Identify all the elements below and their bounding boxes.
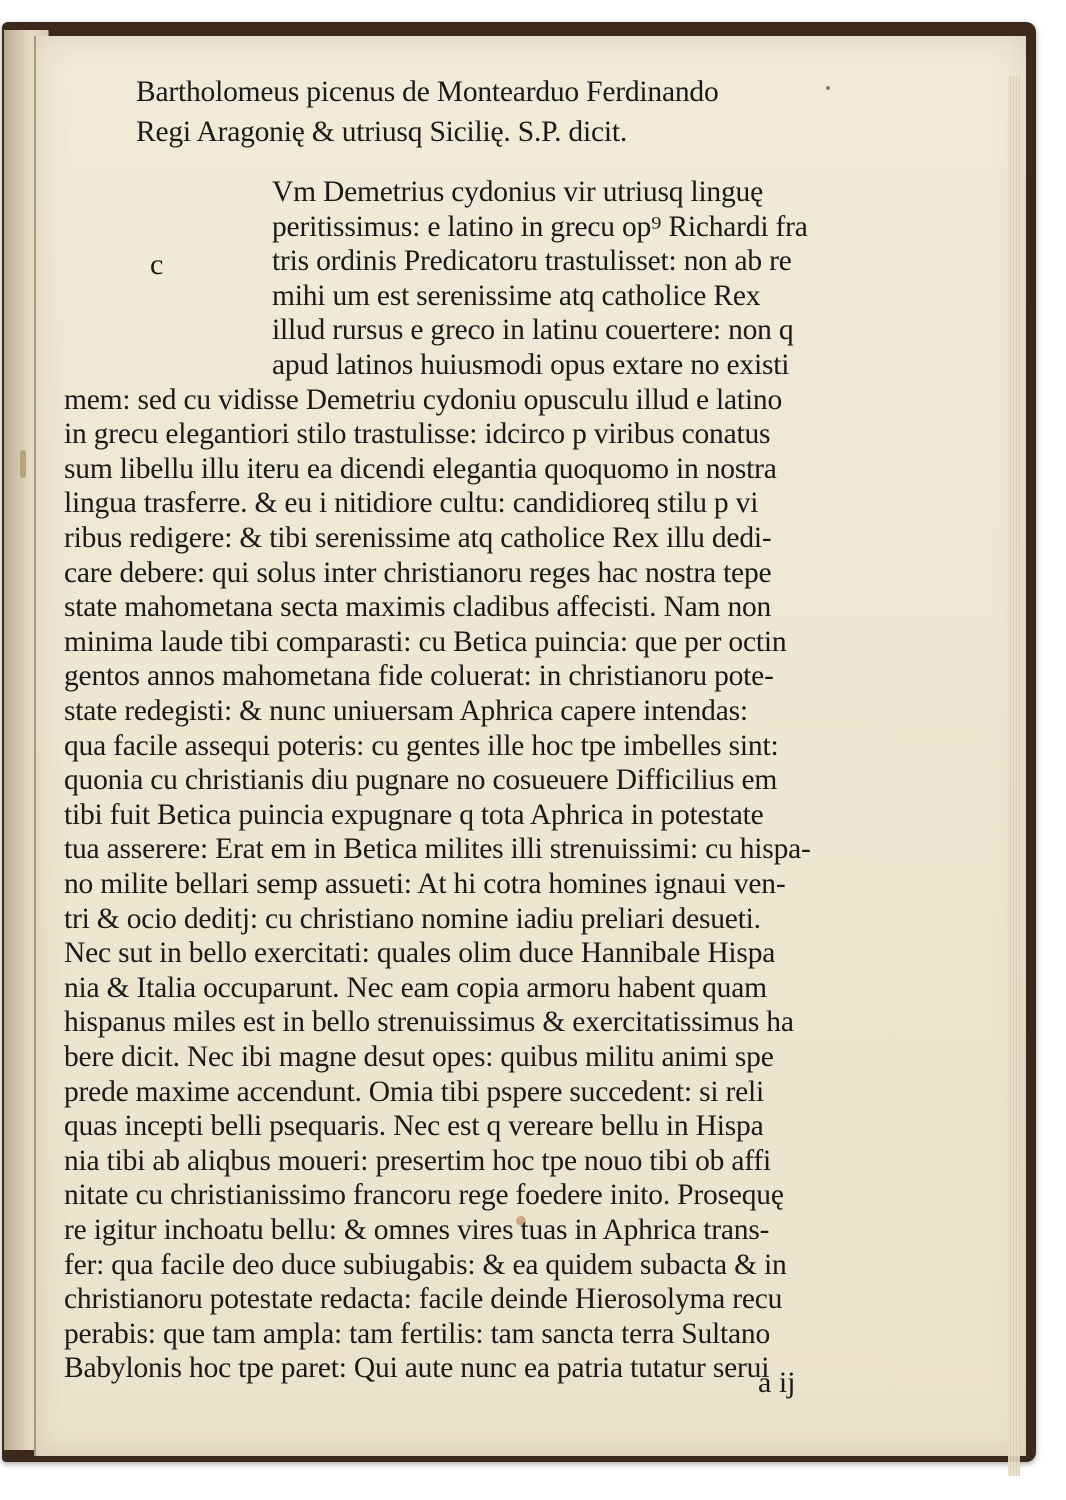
body-line: nitate cu christianissimo francoru rege foedere inito. Prosequę <box>64 1179 784 1212</box>
body-line: quonia cu christianis diu pugnare no cosueuere Difficilius em <box>64 764 778 797</box>
body-line: nia tibi ab aliqbus moueri: presertim hoc tpe nouo tibi ob affi <box>64 1144 771 1177</box>
body-line: tibi fuit Betica puincia expugnare q tota Aphrica in potestate <box>64 798 764 831</box>
body-line: illud rursus e greco in latinu couertere: non q <box>272 314 794 347</box>
body-line: tris ordinis Predicatoru trastulisset: non ab re <box>272 245 792 278</box>
body-line: mem: sed cu vidisse Demetriu cydoniu opusculu illud e latino <box>64 383 782 416</box>
body-line: gentos annos mahometana fide coluerat: in christianoru pote- <box>64 660 774 693</box>
body-line: mihi um est serenissime atq catholice Rex <box>272 279 761 312</box>
body-line: christianoru potestate redacta: facile deinde Hierosolyma recu <box>64 1283 783 1316</box>
body-line: tua asserere: Erat em in Betica milites illi strenuissimi: cu hispa- <box>64 833 811 866</box>
heading-line: Regi Aragonię & utriusq Sicilię. S.P. dicit. <box>136 116 628 148</box>
body-line: ribus redigere: & tibi serenissime atq catholice Rex illu dedi- <box>64 522 772 554</box>
body-line: minima laude tibi comparasti: cu Betica puincia: que per octin <box>64 625 787 658</box>
signature-mark: a ij <box>758 1366 796 1399</box>
body-line: Nec sut in bello exercitati: quales olim duce Hannibale Hispa <box>64 937 776 970</box>
body-line: peritissimus: e latino in grecu op⁹ Richardi fra <box>272 210 808 243</box>
body-line: sum libellu illu iteru ea dicendi elegantia quoquomo in nostra <box>64 452 777 485</box>
body-line: state redegisti: & nunc uniuersam Aphrica capere intendas: <box>64 695 748 727</box>
body-line: qua facile assequi poteris: cu gentes ille hoc tpe imbelles sint: <box>64 729 779 762</box>
foxing-spot <box>826 86 830 90</box>
marginal-letter: c <box>150 248 164 281</box>
body-line: prede maxime accendunt. Omia tibi pspere succedent: si reli <box>64 1075 765 1108</box>
body-line: re igitur inchoatu bellu: & omnes vires tuas in Aphrica trans- <box>64 1214 770 1246</box>
body-line: in grecu elegantiori stilo trastulisse: idcirco p viribus conatus <box>64 418 771 451</box>
body-line: lingua trasferre. & eu i nitidiore cultu: candidioreq stilu p vi <box>64 487 759 520</box>
body-line: apud latinos huiusmodi opus extare no existi <box>272 349 790 381</box>
body-line: quas incepti belli psequaris. Nec est q vereare bellu in Hispa <box>64 1110 764 1143</box>
body-line: care debere: qui solus inter christianoru reges hac nostra tepe <box>64 556 772 589</box>
body-line: tri & ocio deditj: cu christiano nomine iadiu preliari desueti. <box>64 902 761 935</box>
foxing-spot <box>20 450 26 478</box>
body-line: hispanus miles est in bello strenuissimus & exercitatissimus ha <box>64 1006 794 1039</box>
heading-line: Bartholomeus picenus de Montearduo Ferdinando <box>136 76 719 108</box>
page-stack-edge <box>1008 76 1020 1476</box>
body-first-line: Vm Demetrius cydonius vir utriusq linguę <box>272 176 763 208</box>
body-line: bere dicit. Nec ibi magne desut opes: quibus militu animi spe <box>64 1041 774 1073</box>
body-line: state mahometana secta maximis cladibus affecisti. Nam non <box>64 591 772 624</box>
body-line: Babylonis hoc tpe paret: Qui aute nunc ea patria tutatur serui <box>64 1352 770 1385</box>
body-line: fer: qua facile deo duce subiugabis: & ea quidem subacta & in <box>64 1248 787 1281</box>
body-line: nia & Italia occuparunt. Nec eam copia armoru habent quam <box>64 971 767 1004</box>
body-line: no milite bellari semp assueti: At hi cotra homines ignaui ven- <box>64 868 786 900</box>
body-line: perabis: que tam ampla: tam fertilis: tam sancta terra Sultano <box>64 1317 771 1350</box>
